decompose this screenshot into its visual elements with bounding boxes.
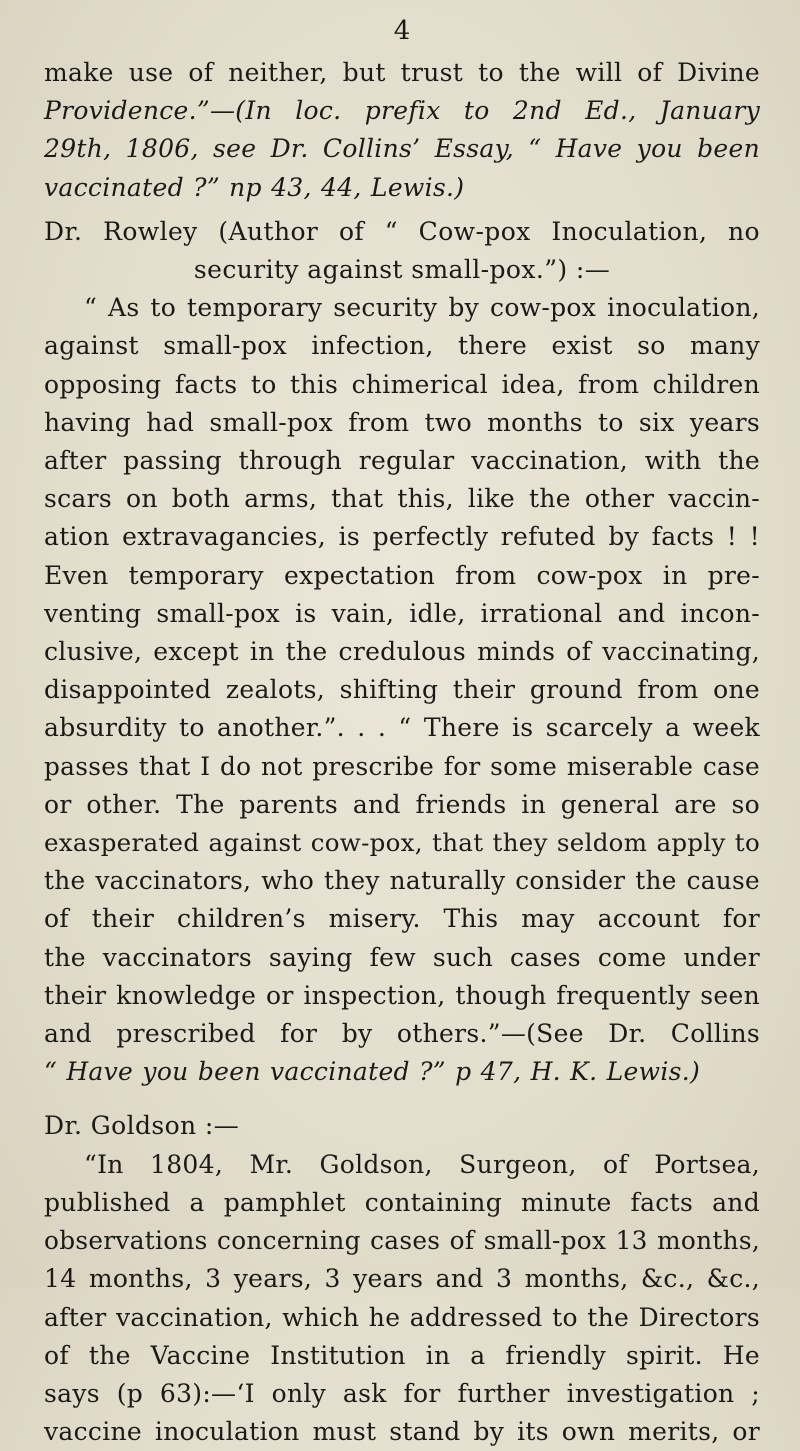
- text-line: scars on both arms, that this, like the other vaccin-: [44, 484, 760, 514]
- text-line: having had small-pox from two months to six years: [44, 407, 760, 437]
- text-line: the vaccinators, who they naturally consider the cause: [44, 866, 760, 896]
- section-heading-goldson: [44, 1107, 760, 1145]
- text-line: “In 1804, Mr. Goldson, Surgeon, of Portsea,: [84, 1149, 760, 1179]
- text-line: 14 months, 3 years, 3 years and 3 months, &c., &c.,: [44, 1264, 760, 1294]
- paragraph-goldson: [44, 1146, 760, 1451]
- text-line: clusive, except in the credulous minds of vaccinating,: [44, 637, 760, 667]
- text-line: the vaccinators saying few such cases come under: [44, 942, 760, 972]
- text-line: published a pamphlet containing minute facts and: [44, 1187, 760, 1217]
- text-line: opposing facts to this chimerical idea, from children: [44, 369, 760, 399]
- text-line: 29th, 1806, see Dr. Collins’ Essay, “ Have you been: [44, 134, 760, 164]
- text-line: against small-pox infection, there exist so many: [44, 331, 760, 361]
- text-line: observations concerning cases of small-pox 13 months,: [44, 1226, 760, 1256]
- paragraph-rowley-quote: [44, 289, 760, 1091]
- text-line: after vaccination, which he addressed to the Directors: [44, 1302, 760, 1332]
- text-line: or other. The parents and friends in general are so: [44, 789, 760, 819]
- document-page: [44, 14, 760, 1451]
- heading-line: Dr. Rowley (Author of “ Cow-pox Inoculation, no: [44, 216, 760, 246]
- text-line: “ Have you been vaccinated ?” p 47, H. K. Lewis.): [44, 1057, 701, 1087]
- text-line: venting small-pox is vain, idle, irrational and incon-: [44, 598, 760, 628]
- text-line: of the Vaccine Institution in a friendly spirit. He: [44, 1340, 760, 1370]
- text-line: make use of neither, but trust to the will of Divine: [44, 58, 760, 87]
- heading-line: Dr. Goldson :—: [44, 1111, 240, 1141]
- page-number: 4: [393, 16, 411, 46]
- text-line: absurdity to another.”. . . “ There is scarcely a week: [44, 713, 760, 743]
- text-line: ation extravagancies, is perfectly refuted by facts ! !: [44, 522, 760, 552]
- text-line: “ As to temporary security by cow-pox inoculation,: [84, 293, 760, 323]
- text-line: of their children’s misery. This may account for: [44, 904, 760, 934]
- text-line: passes that I do not prescribe for some miserable case: [44, 751, 760, 781]
- section-heading-rowley: [44, 213, 760, 289]
- text-line: exasperated against cow-pox, that they seldom apply to: [44, 828, 760, 858]
- paragraph-opening: [44, 54, 760, 207]
- text-line: disappointed zealots, shifting their ground from one: [44, 675, 760, 705]
- text-line: Providence.”—(In loc. prefix to 2nd Ed., January: [44, 96, 760, 126]
- text-line: Even temporary expectation from cow-pox in pre-: [44, 560, 760, 590]
- text-line: says (p 63):—‘I only ask for further investigation ;: [44, 1378, 760, 1408]
- text-line: vaccinated ?” np 43, 44, Lewis.): [44, 172, 465, 202]
- text-line: vaccine inoculation must stand by its own merits, or: [44, 1417, 760, 1447]
- heading-line: security against small-pox.”) :—: [193, 255, 611, 285]
- text-line: after passing through regular vaccination, with the: [44, 446, 760, 476]
- text-line: and prescribed for by others.”—(See Dr. Collins: [44, 1019, 760, 1049]
- text-line: their knowledge or inspection, though frequently seen: [44, 980, 760, 1010]
